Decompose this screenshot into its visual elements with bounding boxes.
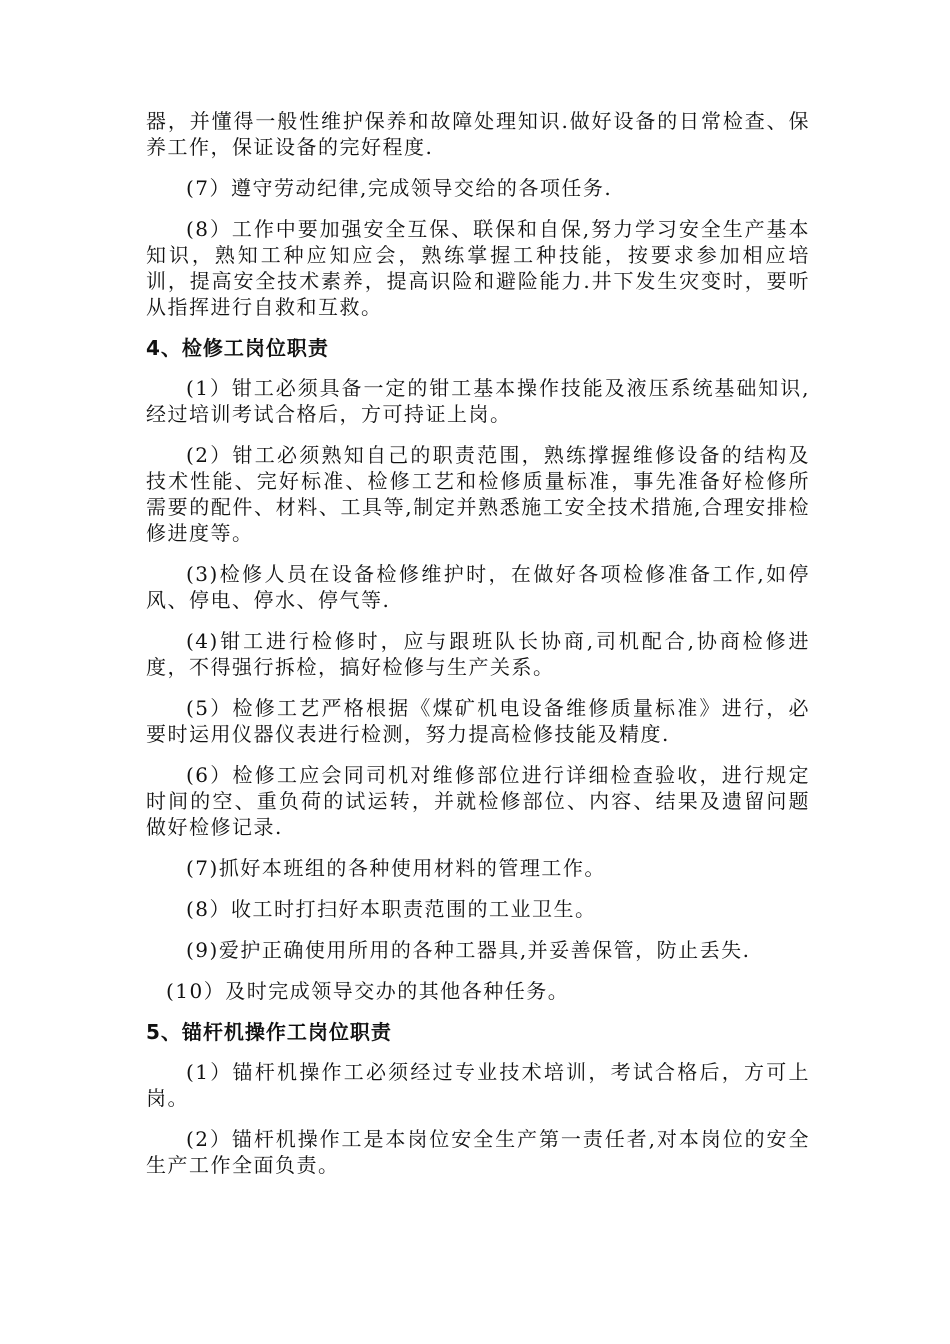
paragraph-item-1: (1）钳工必须具备一定的钳工基本操作技能及液压系统基础知识,经过培训考试合格后，方可持证上岗。 — [146, 376, 810, 426]
paragraph-item-8: (8）工作中要加强安全互保、联保和自保,努力学习安全生产基本知识，熟知工种应知应会，熟练掌握工种技能，按要求参加相应培训，提高安全技术素养，提高识险和避险能力.井下发生灾变时，要听从指挥进行自救和互救。 — [146, 217, 810, 319]
paragraph-item-2b: (2）锚杆机操作工是本岗位安全生产第一责任者,对本岗位的安全生产工作全面负责。 — [146, 1127, 810, 1177]
paragraph-item-5: (5）检修工艺严格根据《煤矿机电设备维修质量标准》进行，必要时运用仪器仪表进行检测，努力提高检修技能及精度. — [146, 696, 810, 746]
paragraph-item-6: (6）检修工应会同司机对维修部位进行详细检查验收，进行规定时间的空、重负荷的试运转，并就检修部位、内容、结果及遗留问题做好检修记录. — [146, 763, 810, 839]
paragraph-item-10: (10）及时完成领导交办的其他各种任务。 — [166, 979, 570, 1003]
paragraph-item-1b: (1）锚杆机操作工必须经过专业技术培训，考试合格后，方可上岗。 — [146, 1060, 810, 1110]
paragraph-continuation: 器，并懂得一般性维护保养和故障处理知识.做好设备的日常检查、保养工作，保证设备的完好程度. — [146, 109, 810, 159]
section-heading-5: 5、锚杆机操作工岗位职责 — [146, 1020, 392, 1044]
paragraph-item-7: (7）遵守劳动纪律,完成领导交给的各项任务. — [186, 176, 613, 200]
paragraph-item-2: (2）钳工必须熟知自己的职责范围，熟练撑握维修设备的结构及技术性能、完好标准、检修工艺和检修质量标准，事先准备好检修所需要的配件、材料、工具等,制定并熟悉施工安全技术措施,合理安排检修进度等。 — [146, 443, 810, 545]
paragraph-item-9: (9)爱护正确使用所用的各种工器具,并妥善保管，防止丢失. — [186, 938, 751, 962]
paragraph-item-8b: (8）收工时打扫好本职责范围的工业卫生。 — [186, 897, 597, 921]
section-heading-4: 4、检修工岗位职责 — [146, 336, 329, 360]
paragraph-item-4: (4)钳工进行检修时，应与跟班队长协商,司机配合,协商检修进度，不得强行拆检，搞好检修与生产关系。 — [146, 629, 810, 679]
paragraph-item-3: (3)检修人员在设备检修维护时，在做好各项检修准备工作,如停风、停电、停水、停气等. — [146, 562, 810, 612]
paragraph-item-7b: (7)抓好本班组的各种使用材料的管理工作。 — [186, 856, 606, 880]
